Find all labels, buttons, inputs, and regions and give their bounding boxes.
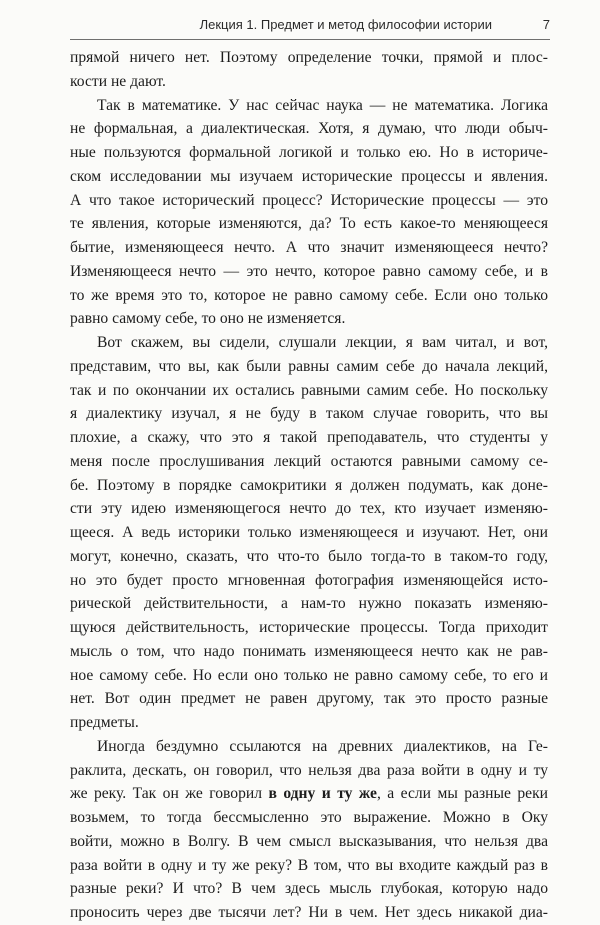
text-line: ные пользуются формальной логикой и только ею. Но в историче- (70, 144, 548, 161)
running-header (70, 11, 550, 40)
text-line: не формальная, а диалектическая. Хотя, я думаю, что люди обыч- (70, 120, 548, 138)
text-line: щуюся действительность, исторические процессы. Тогда приходит (70, 619, 548, 636)
text-line (70, 782, 548, 806)
text-fragment: , а если мы разные реки (376, 785, 548, 803)
page-number: 7 (542, 17, 550, 32)
text-line: бе. Поэтому в порядке самокритики я должен подумать, как доне- (70, 476, 548, 494)
text-fragment: же реку. Так он же говорил (70, 785, 269, 803)
text-line: ное самому себе. Но если оно только не равно самому себе, то его и (70, 666, 548, 684)
text-line: те явления, которые изменяются, да? То есть какое-то меняющееся (70, 215, 548, 233)
text-line: щееся. А ведь историки только изменяющееся и изучают. Нет, они (70, 524, 548, 541)
text-line: А что такое исторический процесс? Исторические процессы — это (70, 191, 548, 209)
text-line: то же время это то, которое не равно самому себе. Если оно только (70, 286, 548, 304)
text-line: рической действительности, а нам-то нужно показать изменяю- (70, 595, 548, 613)
text-line: Иногда бездумно ссылаются на древних диалектиков, на Ге- (97, 737, 548, 755)
page-body (70, 46, 548, 925)
text-line: проносить через две тысячи лет? Ни в чем. Нет здесь никакой диа- (70, 904, 548, 921)
text-line: меня после прослушивания лекций остаются равными самому се- (70, 452, 548, 470)
text-line: нет. Вот один предмет не равен другому, так это просто разные (70, 690, 548, 708)
text-line: Так в математике. У нас сейчас наука — не математика. Логика (97, 96, 548, 114)
text-line: бытие, изменяющееся нечто. А что значит изменяющееся нечто? (70, 239, 548, 256)
text-line: кости не дают. (70, 72, 166, 90)
text-line: прямой ничего нет. Поэтому определение точки, прямой и плос- (70, 49, 548, 66)
text-line: так и по окончании их остались равными самим себе. Но поскольку (70, 381, 548, 399)
text-line: возьмем, то тогда бессмысленно это выражение. Можно в Оку (70, 809, 548, 826)
text-line: равно самому себе, то оно не изменяется. (70, 310, 346, 328)
chapter-title: Лекция 1. Предмет и метод философии истории (199, 17, 492, 32)
text-line: предметы. (70, 714, 139, 731)
text-line: я диалектику изучал, я не буду в таком случае говорить, что вы (70, 405, 548, 423)
text-line: мысль о том, что надо понимать изменяющееся нечто как не рав- (70, 642, 548, 660)
text-line: плохие, а скажу, что это я такой преподаватель, что студенты у (70, 429, 548, 446)
text-line: разные реки? И что? В чем здесь мысль глубокая, которую надо (70, 880, 548, 898)
text-line: могут, конечно, сказать, что что-то было тогда-то в таком-то году, (70, 547, 548, 565)
text-line: Вот скажем, вы сидели, слушали лекции, я вам читал, и вот, (97, 334, 548, 351)
text-line: Изменяющееся нечто — это нечто, которое равно самому себе, и в (70, 262, 548, 280)
text-line: раклита, дескать, он говорил, что нельзя два раза войти в одну и ту (70, 761, 548, 779)
text-line: сти эту идею изменяющегося нечто до тех, кто изучает изменяю- (70, 500, 548, 518)
text-line: ском исследовании мы изучаем исторические процессы и явления. (70, 167, 548, 185)
text-line: представим, что вы, как были равны самим себе до начала лекций, (70, 357, 548, 375)
text-line: раза войти в одну и ту же реку? В том, что вы входите каждый раз в (70, 856, 548, 874)
text-line: но это будет просто мгновенная фотография изменяющейся истo- (70, 571, 548, 589)
text-line: войти, можно в Волгу. В чем смысл высказывания, что нельзя два (70, 832, 548, 850)
bold-phrase: в одну и ту же (268, 785, 377, 803)
